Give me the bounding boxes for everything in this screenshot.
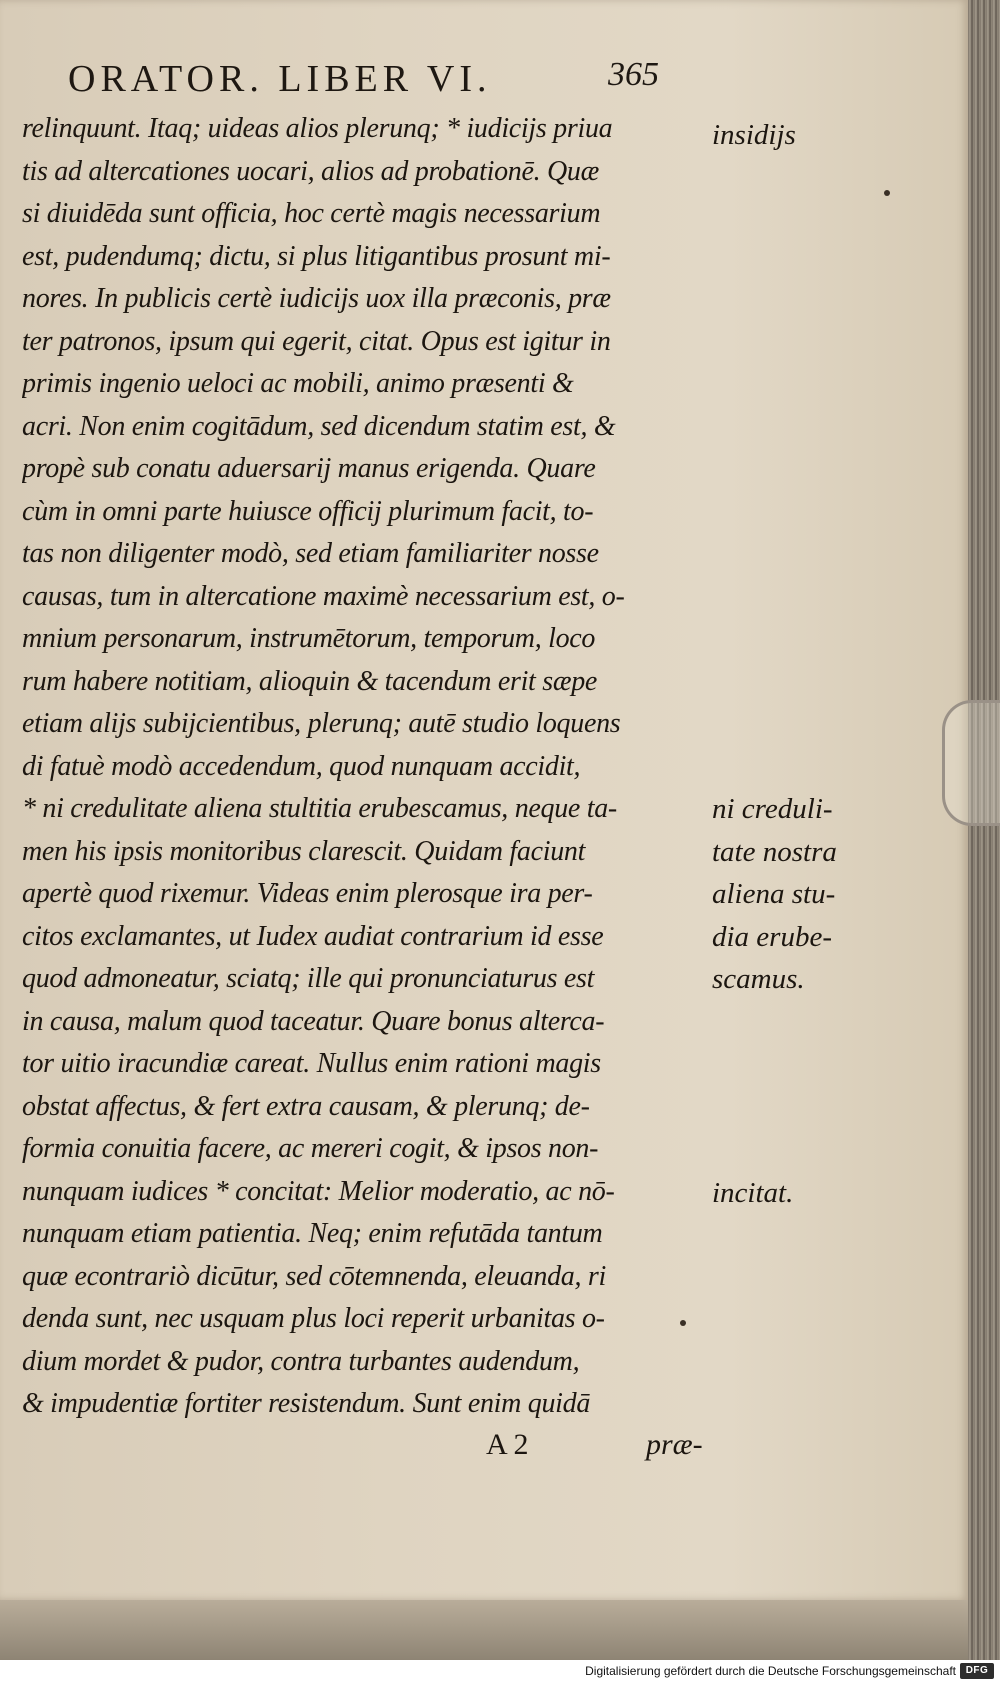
text-line: primis ingenio ueloci ac mobili, animo præsenti & bbox=[22, 368, 574, 399]
signature-mark: A 2 bbox=[486, 1428, 529, 1461]
text-line: formia conuitia facere, ac mereri cogit, & ipsos non- bbox=[22, 1133, 599, 1164]
text-line: tas non diligenter modò, sed etiam familiariter nosse bbox=[22, 538, 599, 569]
text-line: men his ipsis monitoribus clarescit. Quidam faciunt bbox=[22, 835, 586, 867]
text-line: tis ad altercationes uocari, alios ad probationē. Quæ bbox=[22, 155, 600, 187]
marginal-note-line: dia erube- bbox=[712, 920, 832, 953]
text-line: mnium personarum, instrumētorum, temporum, loco bbox=[22, 623, 596, 654]
text-line: * ni credulitate aliena stultitia erubescamus, neque ta- bbox=[22, 793, 617, 824]
text-line: quæ econtrariò dicūtur, sed cōtemnenda, eleuanda, ri bbox=[22, 1260, 606, 1292]
text-line: obstat affectus, & fert extra causam, & plerunq; de- bbox=[22, 1090, 590, 1122]
text-line: in causa, malum quod taceatur. Quare bonus alterca- bbox=[22, 1005, 605, 1037]
body-text bbox=[22, 108, 702, 1426]
page-number: 365 bbox=[608, 56, 659, 93]
text-line: si diuidēda sunt officia, hoc certè magis necessarium bbox=[22, 198, 601, 229]
text-line: dium mordet & pudor, contra turbantes audendum, bbox=[22, 1345, 580, 1377]
marginal-note-line: ni creduli- bbox=[712, 793, 833, 825]
text-line: tor uitio iracundiæ careat. Nullus enim rationi magis bbox=[22, 1048, 601, 1079]
page-edges bbox=[968, 0, 1000, 1660]
marginal-note-line: scamus. bbox=[712, 963, 805, 995]
ink-spot bbox=[884, 190, 890, 196]
text-line: rum habere notitiam, alioquin & tacendum erit sæpe bbox=[22, 665, 598, 697]
text-line: propè sub conatu aduersarij manus erigenda. Quare bbox=[22, 453, 596, 484]
text-line: nunquam iudices * concitat: Melior moderatio, ac nō- bbox=[22, 1175, 615, 1207]
text-line: quod admoneatur, sciatq; ille qui pronunciaturus est bbox=[22, 963, 595, 994]
text-line: di fatuè modò accedendum, quod nunquam accidit, bbox=[22, 750, 581, 782]
text-line: relinquunt. Itaq; uideas alios plerunq; * iudicijs priua bbox=[22, 113, 613, 144]
text-line: acri. Non enim cogitādum, sed dicendum statim est, & bbox=[22, 410, 616, 442]
book-bottom-edge bbox=[0, 1600, 968, 1660]
marginal-note-incitat bbox=[712, 1172, 872, 1215]
dfg-logo-icon: DFG bbox=[960, 1663, 994, 1679]
ink-spot bbox=[680, 1320, 686, 1326]
footer-credit: Digitalisierung gefördert durch die Deutsche Forschungsgemeinschaft bbox=[585, 1664, 956, 1678]
text-line: nunquam etiam patientia. Neq; enim refutāda tantum bbox=[22, 1218, 603, 1249]
marginal-note-line: insidijs bbox=[712, 119, 796, 151]
marginal-note-credulitate bbox=[712, 788, 872, 1001]
text-line: ter patronos, ipsum qui egerit, citat. Opus est igitur in bbox=[22, 325, 611, 357]
text-line: apertè quod rixemur. Videas enim plerosque ira per- bbox=[22, 878, 593, 909]
text-line: denda sunt, nec usquam plus loci reperit urbanitas o- bbox=[22, 1303, 605, 1334]
marginal-note-line: incitat. bbox=[712, 1177, 794, 1209]
catchword: præ- bbox=[646, 1428, 703, 1461]
text-line: etiam alijs subijcientibus, plerunq; autē studio loquens bbox=[22, 708, 621, 739]
marginal-note-insidijs bbox=[712, 114, 872, 157]
marginal-note-line: aliena stu- bbox=[712, 878, 836, 910]
text-line: citos exclamantes, ut Iudex audiat contrarium id esse bbox=[22, 920, 604, 952]
text-line: causas, tum in altercatione maximè necessarium est, o- bbox=[22, 580, 625, 612]
digitization-footer bbox=[0, 1660, 1000, 1684]
page-header bbox=[68, 56, 728, 106]
text-line: cùm in omni parte huiusce officij plurimum facit, to- bbox=[22, 495, 594, 527]
text-line: nores. In publicis certè iudicijs uox illa præconis, præ bbox=[22, 283, 611, 314]
running-head: ORATOR. LIBER VI. bbox=[68, 58, 492, 100]
page-clip bbox=[942, 700, 1000, 826]
text-line: & impudentiæ fortiter resistendum. Sunt enim quidā bbox=[22, 1388, 591, 1419]
marginal-note-line: tate nostra bbox=[712, 835, 837, 868]
text-line: est, pudendumq; dictu, si plus litigantibus prosunt mi- bbox=[22, 240, 611, 272]
